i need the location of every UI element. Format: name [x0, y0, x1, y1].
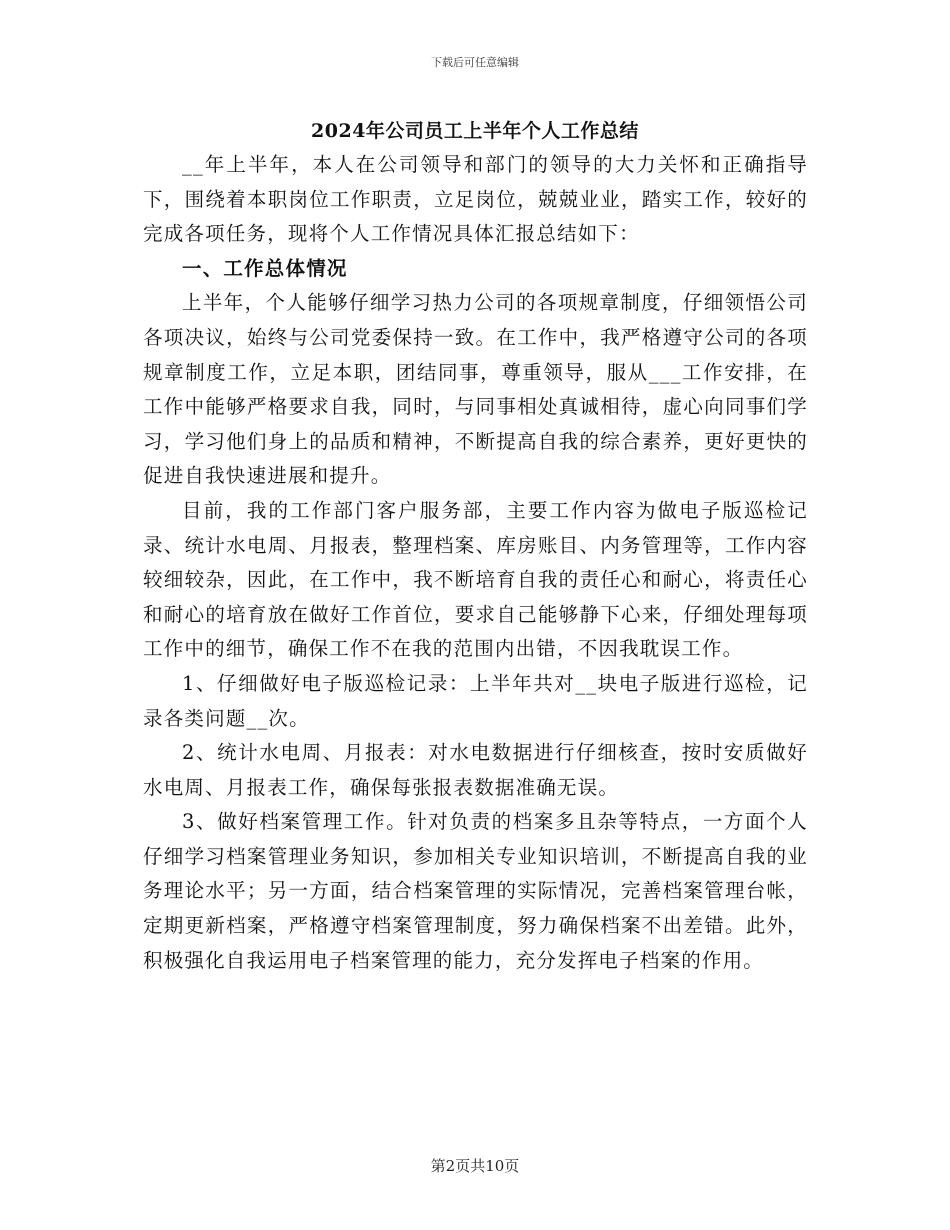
- list-item-paragraph: 3、做好档案管理工作。针对负责的档案多且杂等特点，一方面个人仔细学习档案管理业务知识，参加相关专业知识培训，不断提高自我的业务理论水平；另一方面，结合档案管理的实际情况，完善档案管理台帐，定期更新档案，严格遵守档案管理制度，努力确保档案不出差错。此外，积极强化自我运用电子档案管理的能力，充分发挥电子档案的作用。: [143, 810, 808, 972]
- document-title: 2024年公司员工上半年个人工作总结: [311, 120, 639, 142]
- list-item-paragraph: 1、仔细做好电子版巡检记录：上半年共对__块电子版进行巡检，记录各类问题__次。: [143, 671, 808, 730]
- body-paragraph: 目前，我的工作部门客户服务部，主要工作内容为做电子版巡检记录、统计水电周、月报表，整理档案、库房账目、内务管理等，工作内容较细较杂，因此，在工作中，我不断培育自我的责任心和耐心，将责任心和耐心的培育放在做好工作首位，要求自己能够静下心来，仔细处理每项工作中的细节，确保工作不在我的范围内出错，不因我耽误工作。: [143, 498, 808, 661]
- page-number: 第2页共10页: [430, 1157, 520, 1175]
- section-heading: 一、工作总体情况: [182, 256, 348, 280]
- body-paragraph: 上半年，个人能够仔细学习热力公司的各项规章制度，仔细领悟公司各项决议，始终与公司党委保持一致。在工作中，我严格遵守公司的各项规章制度工作，立足本职，团结同事，尊重领导，服从___工作安排，在工作中能够严格要求自我，同时，与同事相处真诚相待，虚心向同事们学习，学习他们身上的品质和精神，不断提高自我的综合素养，更好更快的促进自我快速进展和提升。: [143, 291, 808, 488]
- header-note: 下载后可任意编辑: [431, 56, 519, 69]
- list-item-paragraph: 2、统计水电周、月报表：对水电数据进行仔细核查，按时安质做好水电周、月报表工作，确保每张报表数据准确无误。: [143, 741, 808, 799]
- intro-paragraph: __年上半年，本人在公司领导和部门的领导的大力关怀和正确指导下，围绕着本职岗位工作职责，立足岗位，兢兢业业，踏实工作，较好的完成各项任务，现将个人工作情况具体汇报总结如下：: [143, 153, 808, 246]
- document-body: [143, 148, 808, 978]
